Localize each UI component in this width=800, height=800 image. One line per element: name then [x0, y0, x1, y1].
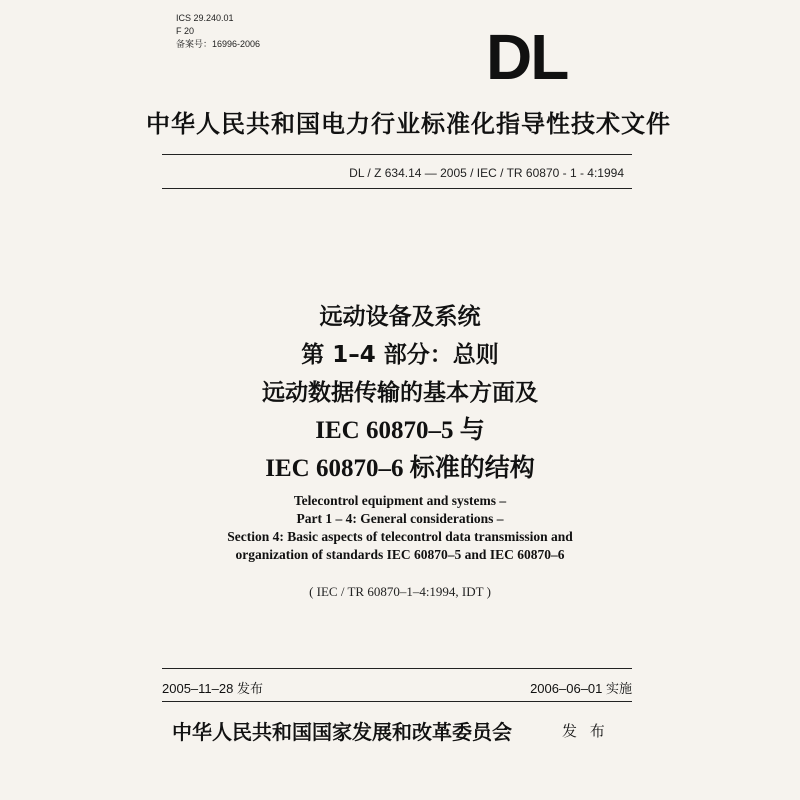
effective-date: 2006–06–01 实施	[530, 681, 632, 696]
title-line-5: IEC 60870–6 标准的结构	[265, 455, 535, 482]
top-rule	[162, 154, 632, 155]
english-title	[0, 492, 800, 564]
title-line-2: 第 1–4 部分：总则	[301, 342, 499, 368]
english-title-line-4: organization of standards IEC 60870–5 and IEC 60870–6	[235, 547, 565, 562]
english-title-line-3: Section 4: Basic aspects of telecontrol data transmission and	[227, 529, 573, 544]
publisher-name: 中华人民共和国国家发展和改革委员会	[172, 720, 512, 744]
category-code: F 20	[176, 26, 195, 36]
dates-rule	[162, 701, 632, 702]
dl-logo-mark	[486, 30, 606, 82]
title-line-4: IEC 60870–5 与	[315, 417, 485, 444]
chinese-title	[0, 298, 800, 488]
issue-date: 2005–11–28 发布	[162, 681, 263, 696]
title-line-3: 远动数据传输的基本方面及	[262, 380, 538, 406]
second-rule	[162, 188, 632, 189]
publish-label: 发 布	[562, 722, 609, 740]
classification-block	[176, 12, 260, 51]
equivalence-note: ( IEC / TR 60870–1–4:1994, IDT )	[309, 584, 491, 599]
org-title: 中华人民共和国电力行业标准化指导性技术文件	[146, 110, 671, 138]
ics-code: ICS 29.240.01	[176, 13, 234, 23]
dl-logo	[486, 30, 606, 82]
dl-logo-text: DL	[486, 30, 568, 82]
english-title-line-1: Telecontrol equipment and systems –	[293, 493, 507, 508]
filing-number: 备案号：16996-2006	[176, 39, 261, 49]
standard-number: DL / Z 634.14 — 2005 / IEC / TR 60870 - 1 - 4:1994	[349, 166, 624, 180]
english-title-line-2: Part 1 – 4: General considerations –	[296, 511, 504, 526]
bottom-rule	[162, 668, 632, 669]
title-line-1: 远动设备及系统	[319, 304, 481, 330]
